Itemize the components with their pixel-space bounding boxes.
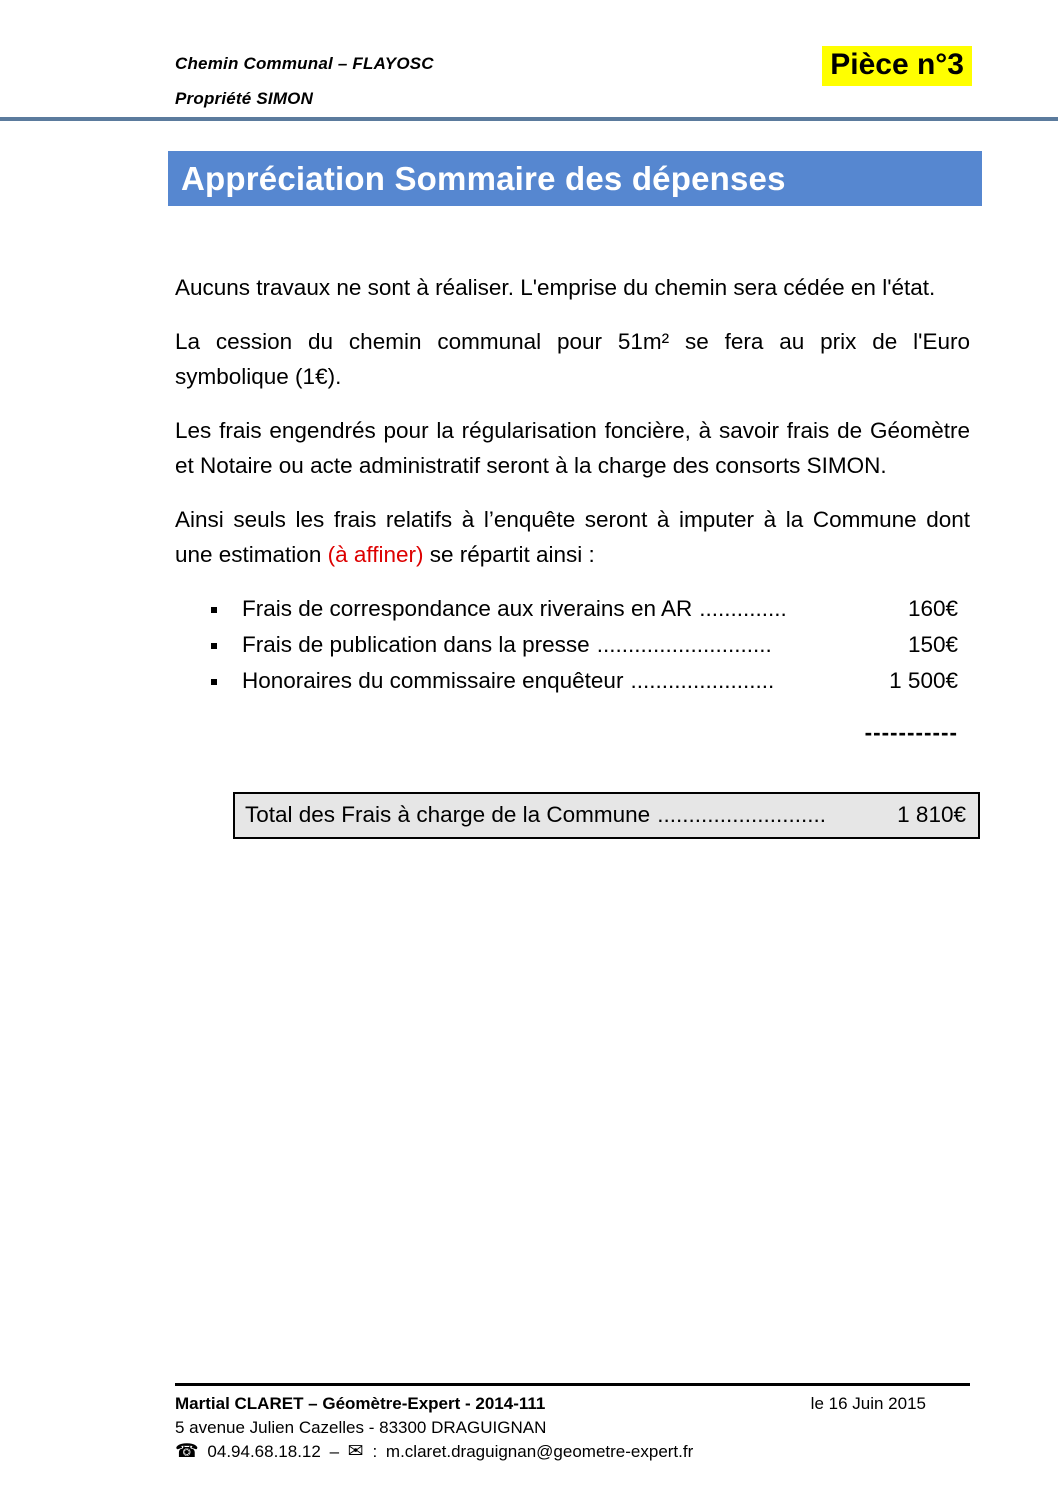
footer-contact-line <box>175 1440 970 1464</box>
expense-row-publication <box>175 627 970 663</box>
footer-address: 5 avenue Julien Cazelles - 83300 DRAGUIGNAN <box>175 1418 547 1437</box>
section-title-banner <box>168 151 982 206</box>
bullet-square-icon <box>211 679 217 685</box>
footer-date: le 16 Juin 2015 <box>810 1394 926 1413</box>
dot-leader: ........................... <box>657 802 826 827</box>
document-body <box>175 270 970 839</box>
paragraph-1: Aucuns travaux ne sont à réaliser. L'emprise du chemin sera cédée en l'état. <box>175 275 936 300</box>
page-title: Appréciation Sommaire des dépenses <box>181 159 786 197</box>
footer-author: Martial CLARET – Géomètre-Expert - 2014-111 <box>175 1394 546 1413</box>
footer-phone: 04.94.68.18.12 <box>207 1442 321 1461</box>
dot-leader: ....................... <box>630 668 775 693</box>
bullet-square-icon <box>211 643 217 649</box>
expense-label: Honoraires du commissaire enquêteur <box>242 668 624 693</box>
total-box <box>233 792 980 839</box>
expense-amount: 150€ <box>907 632 958 657</box>
footer-line1 <box>175 1392 970 1416</box>
total-amount: 1 810€ <box>897 802 966 827</box>
expense-list <box>175 591 970 699</box>
page-header <box>175 46 972 116</box>
expense-label: Frais de correspondance aux riverains en AR <box>242 596 693 621</box>
expense-amount: 160€ <box>907 596 958 621</box>
dot-leader: ............................ <box>596 632 772 657</box>
dot-leader: .............. <box>699 596 787 621</box>
total-label: Total des Frais à charge de la Commune <box>245 802 651 827</box>
expense-label: Frais de publication dans la presse <box>242 632 590 657</box>
paragraph-4-end: se répartit ainsi : <box>423 542 595 567</box>
subtotal-separator: ----------- <box>864 720 958 745</box>
mail-icon: ✉ <box>347 1441 364 1462</box>
paragraph-3: Les frais engendrés pour la régularisation foncière, à savoir frais de Géomètre et Notaire ou acte administratif seront à la charge des consorts SIMON. <box>175 418 970 478</box>
project-line1: Chemin Communal – FLAYOSC <box>175 54 434 73</box>
expense-amount: 1 500€ <box>889 668 958 693</box>
expense-row-correspondance <box>175 591 970 627</box>
bullet-square-icon <box>211 607 217 613</box>
footer-email: m.claret.draguignan@geometre-expert.fr <box>385 1442 694 1461</box>
footer-dash: – <box>329 1442 340 1461</box>
piece-number-badge: Pièce n°3 <box>822 46 972 86</box>
footer-mail-separator: : <box>372 1442 378 1461</box>
paragraph-4-start: Ainsi seuls les frais relatifs à l’enquête seront à imputer à la Commune dont une estimation <box>175 507 970 567</box>
expense-row-honoraires <box>175 663 970 699</box>
header-divider <box>0 117 1058 121</box>
paragraph-4-red-note: (à affiner) <box>327 542 424 567</box>
project-reference <box>175 46 434 116</box>
project-line2: Propriété SIMON <box>175 89 314 108</box>
paragraph-4 <box>175 502 970 572</box>
paragraph-2: La cession du chemin communal pour 51m² se fera au prix de l'Euro symbolique (1€). <box>175 329 970 389</box>
page-footer <box>175 1383 970 1464</box>
phone-icon: ☎ <box>175 1441 199 1462</box>
